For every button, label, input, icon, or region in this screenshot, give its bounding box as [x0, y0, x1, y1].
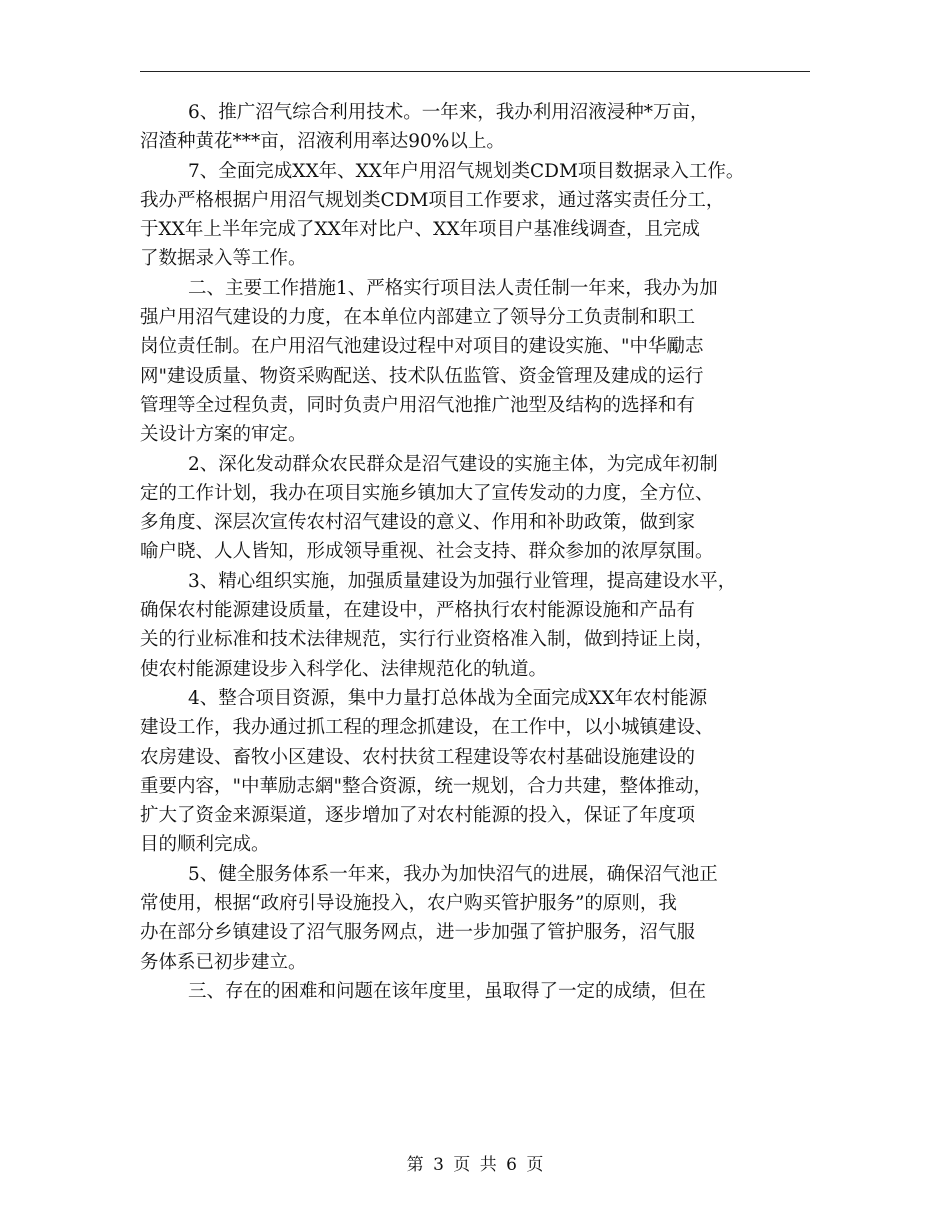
- text-line: 了数据录入等工作。: [140, 248, 307, 270]
- text-line: 确保农村能源建设质量，在建设中，严格执行农村能源设施和产品有: [140, 600, 696, 622]
- text-line: 重要内容，"中華励志網"整合资源，统一规划，合力共建，整体推动，: [140, 775, 713, 797]
- text-line: 关设计方案的审定。: [140, 424, 307, 446]
- text-line: 务体系已初步建立。: [140, 951, 307, 973]
- text-line: 扩大了资金来源渠道，逐步增加了对农村能源的投入，保证了年度项: [140, 805, 696, 827]
- text-line: 网"建设质量、物资采购配送、技术队伍监管、资金管理及建成的运行: [140, 365, 704, 387]
- text-line: 于XX年上半年完成了XX年对比户、XX年项目户基准线调查，且完成: [140, 219, 701, 241]
- text-line: 喻户晓、人人皆知，形成领导重视、社会支持、群众参加的浓厚氛围。: [140, 541, 714, 563]
- document-body: [140, 98, 830, 1006]
- text-line: 多角度、深层次宣传农村沼气建设的意义、作用和补助政策，做到家: [140, 512, 696, 534]
- text-line: 关的行业标准和技术法律规范，实行行业资格准入制，做到持证上岗，: [140, 629, 714, 651]
- text-line: 3、精心组织实施，加强质量建设为加强行业管理，提高建设水平，: [188, 570, 737, 592]
- text-line: 使农村能源建设步入科学化、法律规范化的轨道。: [140, 658, 548, 680]
- text-line: 办在部分乡镇建设了沼气服务网点，进一步加强了管护服务，沼气服: [140, 922, 696, 944]
- text-line: 岗位责任制。在户用沼气池建设过程中对项目的建设实施、"中华勵志: [140, 336, 704, 358]
- text-line: 4、整合项目资源，集中力量打总体战为全面完成XX年农村能源: [188, 687, 708, 709]
- text-line: 5、健全服务体系一年来，我办为加快沼气的进展，确保沼气池正: [188, 863, 718, 885]
- text-line: 沼渣种黄花***亩，沼液利用率达90%以上。: [140, 131, 505, 153]
- text-line: 常使用，根据“政府引导设施投入，农户购买管护服务”的原则，我: [140, 893, 677, 915]
- header-rule: [140, 71, 810, 72]
- text-line: 二、主要工作措施1、严格实行项目法人责任制一年来，我办为加: [188, 277, 718, 299]
- text-line: 三、存在的困难和问题在该年度里，虽取得了一定的成绩，但在: [188, 980, 707, 1002]
- text-line: 农房建设、畜牧小区建设、农村扶贫工程建设等农村基础设施建设的: [140, 746, 696, 768]
- text-line: 2、深化发动群众农民群众是沼气建设的实施主体，为完成年初制: [188, 453, 718, 475]
- text-line: 6、推广沼气综合利用技术。一年来，我办利用沼液浸种*万亩，: [188, 102, 709, 123]
- text-line: 目的顺利完成。: [140, 834, 270, 856]
- text-line: 7、全面完成XX年、XX年户用沼气规划类CDM项目数据录入工作。: [188, 160, 745, 182]
- text-line: 定的工作计划，我办在项目实施乡镇加大了宣传发动的力度，全方位、: [140, 482, 714, 504]
- text-line: 我办严格根据户用沼气规划类CDM项目工作要求，通过落实责任分工，: [140, 189, 725, 211]
- text-line: 建设工作，我办通过抓工程的理念抓建设，在工作中，以小城镇建设、: [140, 717, 714, 739]
- text-line: 管理等全过程负责，同时负责户用沼气池推广池型及结构的选择和有: [140, 394, 696, 416]
- text-line: 强户用沼气建设的力度，在本单位内部建立了领导分工负责制和职工: [140, 307, 696, 329]
- page-footer: 第 3 页 共 6 页: [406, 1155, 544, 1175]
